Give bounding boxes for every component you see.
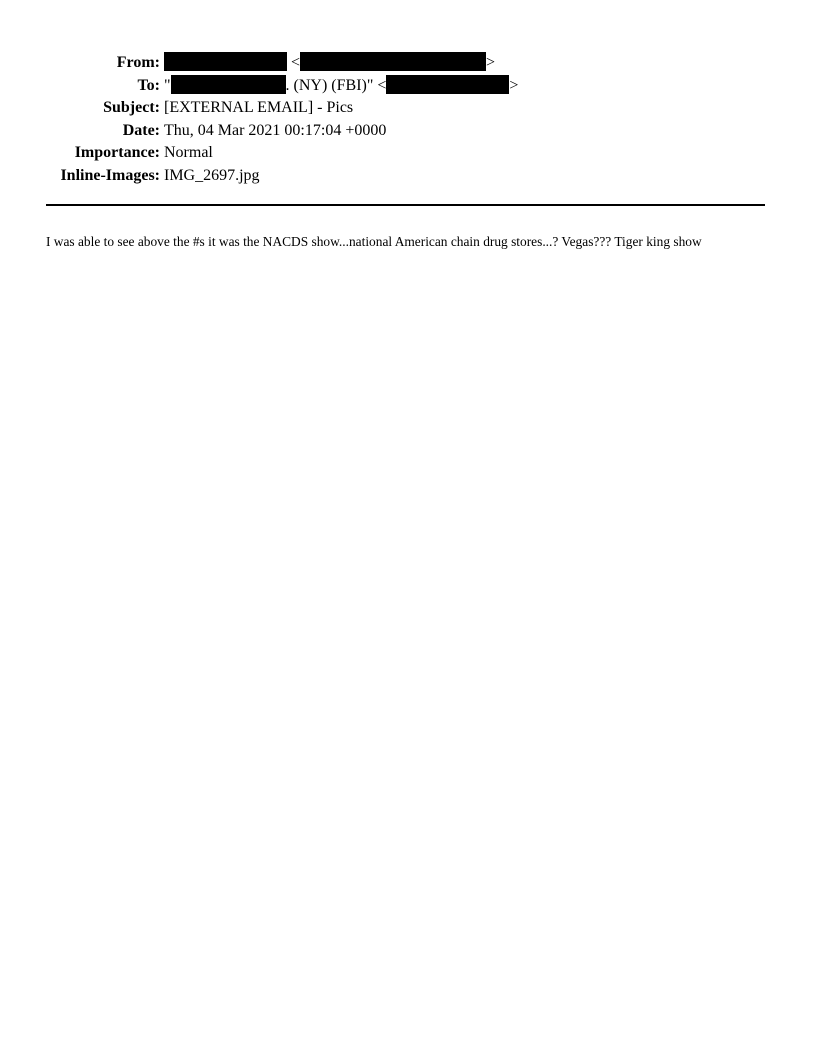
subject-row [0, 97, 816, 120]
from-close-bracket: > [486, 54, 496, 71]
importance-row [0, 142, 816, 165]
header-divider [46, 204, 765, 206]
importance-value: Normal [164, 144, 213, 161]
date-value: Thu, 04 Mar 2021 00:17:04 +0000 [164, 121, 387, 139]
subject-value: [EXTERNAL EMAIL] - Pics [164, 99, 354, 116]
inline-images-value[interactable]: IMG_2697.jpg [164, 166, 260, 184]
importance-label: Importance: [74, 144, 160, 161]
inline-images-row [0, 165, 816, 188]
subject-label: Subject: [103, 99, 160, 116]
to-name-redaction [171, 75, 286, 94]
to-close-bracket: > [509, 76, 519, 94]
from-address-redaction [300, 52, 486, 71]
email-body: I was able to see above the #s it was the NACDS show...national American chain drug stores...? Vegas??? Tiger king show [46, 234, 702, 249]
inline-images-label: Inline-Images: [60, 166, 160, 184]
to-label: To: [137, 76, 160, 94]
to-open-quote: " [164, 76, 171, 94]
to-row [0, 75, 816, 98]
to-address-redaction [386, 75, 509, 94]
date-label: Date: [122, 121, 160, 139]
to-value [164, 75, 518, 97]
email-header [0, 52, 816, 187]
from-row [0, 52, 816, 75]
to-name-suffix: . (NY) (FBI)" < [285, 76, 387, 94]
date-row [0, 120, 816, 143]
from-value [164, 52, 495, 74]
from-label: From: [116, 54, 160, 71]
from-open-bracket: < [287, 54, 301, 71]
from-name-redaction [164, 52, 287, 71]
